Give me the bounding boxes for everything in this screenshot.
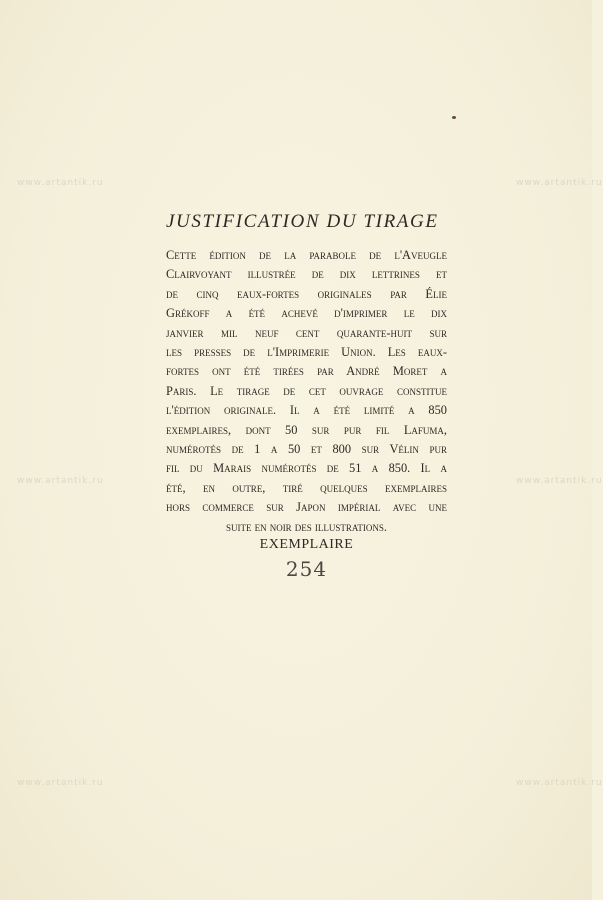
colophon-line: numérotés de 1 a 50 et 800 sur Vélin pur <box>166 442 447 457</box>
watermark: www.artantik.ru <box>516 476 603 486</box>
colophon-line: l'édition originale. Il a été limité a 850 <box>166 403 447 418</box>
colophon-line: de cinq eaux-fortes originales par Élie <box>166 286 447 301</box>
copy-number: 254 <box>285 557 328 581</box>
colophon-line: Paris. Le tirage de cet ouvrage constitue <box>166 383 447 398</box>
colophon-line: janvier mil neuf cent quarante-huit sur <box>166 325 447 340</box>
ink-speck <box>452 116 456 119</box>
colophon-line: Clairvoyant illustrée de dix lettrines et <box>166 267 447 282</box>
page-title: JUSTIFICATION DU TIRAGE <box>166 211 439 232</box>
colophon-line: les presses de l'Imprimerie Union. Les eaux- <box>166 345 447 360</box>
colophon-line: fil du Marais numérotés de 51 a 850. Il a <box>166 461 447 476</box>
colophon-line: été, en outre, tiré quelques exemplaires <box>166 480 447 495</box>
colophon-line: fortes ont été tirées par André Moret a <box>166 364 447 379</box>
colophon-line: exemplaires, dont 50 sur pur fil Lafuma, <box>166 422 447 437</box>
watermark: www.artantik.ru <box>17 476 104 486</box>
watermark: www.artantik.ru <box>17 178 104 188</box>
watermark: www.artantik.ru <box>516 178 603 188</box>
colophon-line: Grékoff a été achevé d'imprimer le dix <box>166 306 447 321</box>
colophon-text <box>166 246 447 537</box>
colophon-line: hors commerce sur Japon impérial avec une <box>166 500 447 515</box>
colophon-line: Cette édition de la parabole de l'Aveugle <box>166 248 447 262</box>
copy-label: EXEMPLAIRE <box>259 537 354 552</box>
watermark: www.artantik.ru <box>17 778 104 788</box>
watermark: www.artantik.ru <box>516 778 603 788</box>
colophon-line: suite en noir des illustrations. <box>226 519 387 534</box>
